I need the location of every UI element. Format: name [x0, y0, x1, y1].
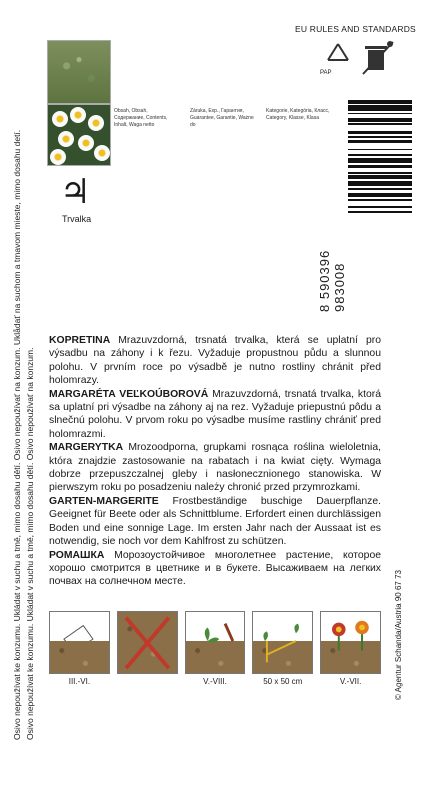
desc-de-text: Frostbeständige buschige Dauerpflanze. Geeignet für Beete oder als Schnittblume. Erfordert einen durchlässigen Boden und eine sonnige Lage. Im ersten Jahr nach der Aussaat ist es notwendig, sie noch vor dem Kahlfrost zu schützen. — [49, 495, 381, 548]
desc-ru — [49, 549, 381, 589]
step-planting — [185, 611, 246, 674]
barcode-number: 8 590396 983008 — [317, 249, 347, 312]
side-warning-text-2: Osivo nepoužívat ke konzumu. Ukládat v suchu a tmě, mimo dosahu dětí. Osivo nepoužívať na konzum. — [25, 347, 35, 740]
desc-pl-text: Mrozoodporna, grupkami rosnąca roślina wieloletnia, która znajdzie zastosowanie na rabatach i na kwiat cięty. Wymaga dobrze przepuszczalnej gleby i nasłonecznionego stanowiska. W pierwszym roku po posadzeniu należy chronić przed przymrozkami. — [49, 442, 381, 494]
caption-step-4: 50 x 50 cm — [263, 677, 303, 686]
publisher-code: © Agentur Schanda/Austria 90 67 73 — [394, 570, 403, 700]
recycle-icon — [328, 44, 348, 60]
seed-image — [47, 40, 111, 104]
flower-image — [47, 104, 111, 166]
sowing-steps — [49, 611, 381, 674]
desc-sk-name: MARGARÉTA VEĽKOÚBOROVÁ — [49, 388, 209, 400]
barcode — [348, 100, 412, 326]
caption-step-2 — [117, 677, 178, 686]
caption-step-5: V.-VII. — [339, 677, 362, 686]
side-warning-text-1: Osivo nepoužívat ke konzumu. Ukládat v suchu a tmě, mimo dosahu dětí. Osivo nepoužívať na konzum. Uklådať na suchom a tmavom mieste, mimo dosahu detí. — [12, 129, 22, 740]
step-flowering — [320, 611, 381, 674]
description-block — [49, 334, 381, 589]
desc-sk — [49, 388, 381, 442]
desc-pl-name: MARGERYTKA — [49, 442, 124, 454]
desc-cz-text: Mrazuvzdorná, trsnatá trvalka, která se uplatní pro výsadbu na záhony i k řezu. Vyžaduje propustnou půdu a slunnou polohu. V prvním roce po výsadbě je nutno rostliny chránit před holomrazy. — [49, 335, 381, 387]
step-no-greenhouse — [117, 611, 178, 674]
caption-step-3: V.-VIII. — [203, 677, 227, 686]
desc-pl — [49, 441, 381, 495]
step-sowing — [49, 611, 110, 674]
desc-ru-name: РОМАШКА — [49, 549, 105, 561]
spacing-arrows-icon — [253, 612, 312, 673]
desc-ru-text: Морозоустойчивое многолетнее растение, которое хорошо смотрится в цветнике и в букете. Высаживаем на легких почвах на солнечном месте. — [49, 549, 381, 588]
caption-step-1: III.-VI. — [68, 677, 91, 686]
cross-icon — [118, 612, 177, 673]
step-spacing — [252, 611, 313, 674]
trash-bin-icon — [363, 41, 393, 74]
contents-label: Obsah, Obsah, Содержание, Contents, Inhalt, Waga netto — [114, 108, 168, 128]
desc-sk-text: Mrazuvzdorná, trsnatá trvalka, ktorá sa uplatní pri výsadbe na záhony aj na rez. Vyžaduje priepustnú pôdu a slnečnú polohu. V prvom roku po výsadbe musíme rastliny chrániť pred holomrazmi. — [49, 388, 382, 440]
barcode-bar — [348, 213, 412, 217]
trowel-seedling-icon — [186, 612, 245, 673]
flowers-icon — [321, 612, 380, 673]
step-captions — [49, 677, 381, 686]
desc-cz-name: KOPRETINA — [49, 335, 111, 346]
perennial-symbol: ♃ — [60, 172, 91, 212]
desc-de — [49, 495, 381, 549]
category-label: Kategorie, Kategória, Класс, Category, Klasse, Klasa — [266, 108, 330, 121]
desc-cz — [49, 334, 381, 388]
desc-de-name: GARTEN-MARGERITE — [49, 495, 159, 507]
pap-label: PAP — [320, 70, 332, 76]
guarantee-label: Záruka, Exp., Гарантия, Guarantee, Garantie, Ważne do — [190, 108, 254, 128]
perennial-label: Trvalka — [62, 214, 92, 224]
eu-rules-title: EU RULES AND STANDARDS — [295, 24, 416, 34]
